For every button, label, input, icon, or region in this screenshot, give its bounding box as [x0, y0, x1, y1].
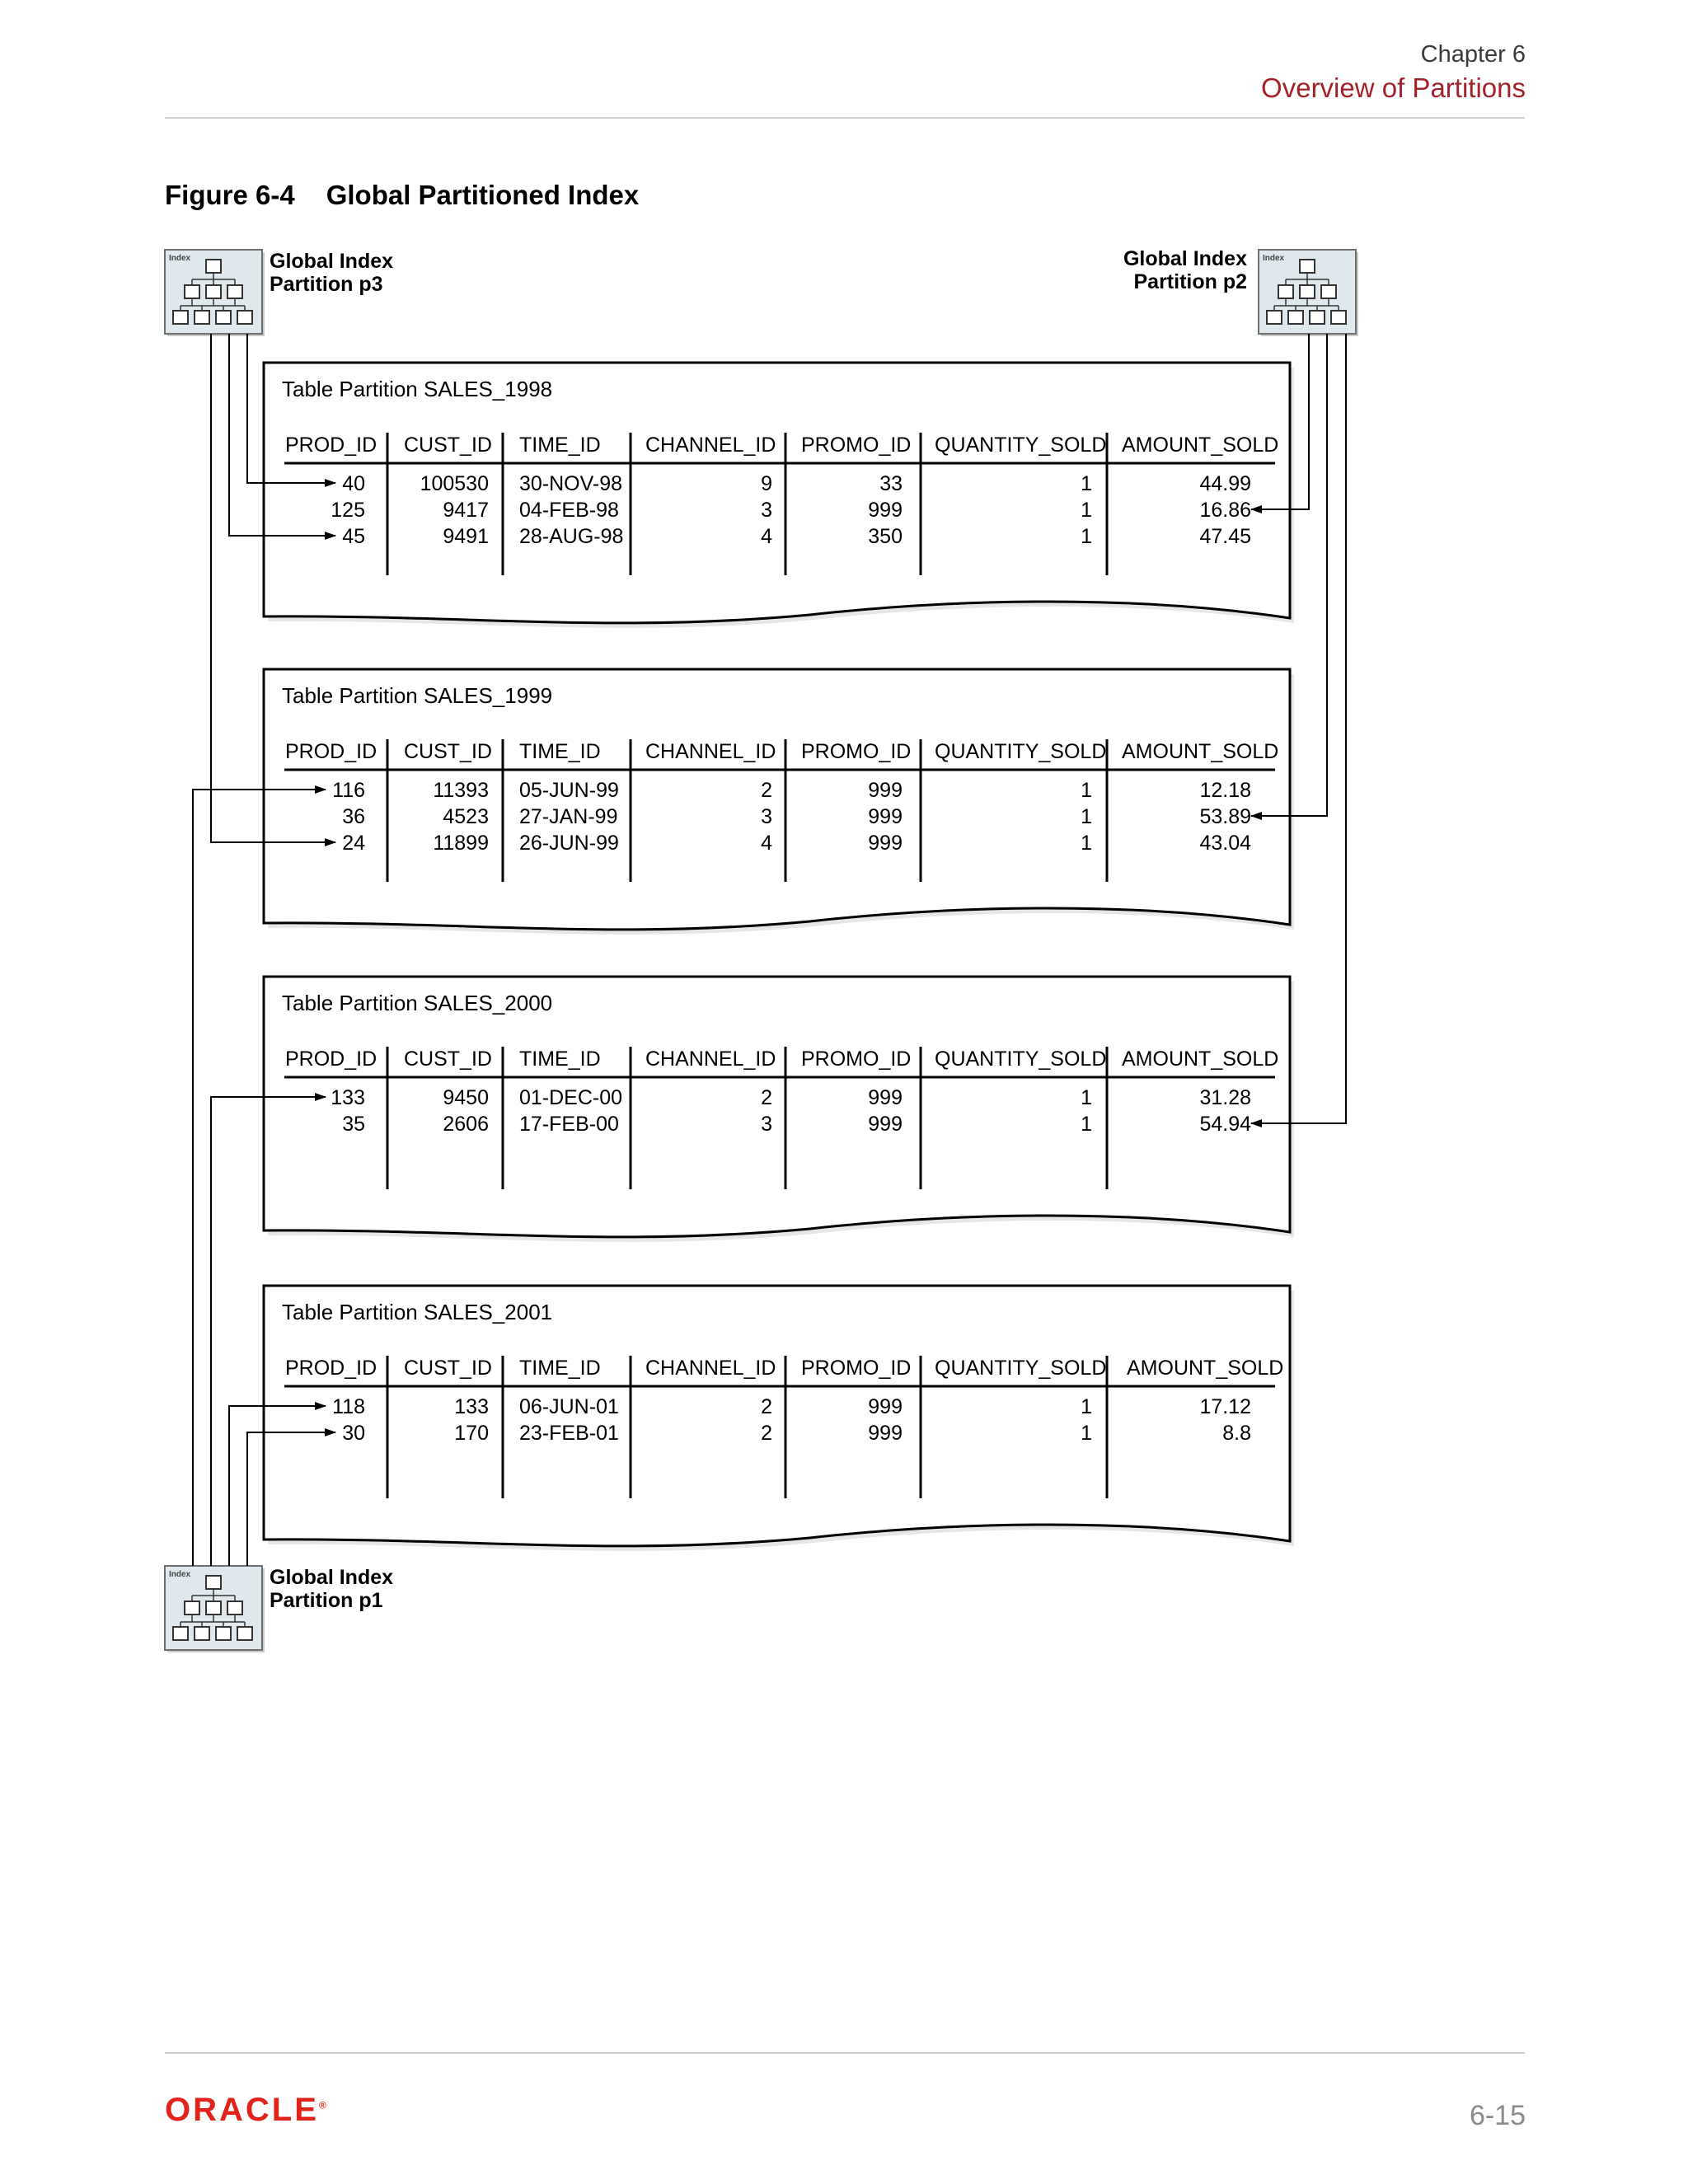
tree-node: [206, 1576, 221, 1589]
column-header: PROD_ID: [285, 434, 377, 457]
table-cell: 36: [342, 805, 365, 828]
table-cell: 44.99: [1199, 472, 1251, 495]
table-cell: 2: [761, 1422, 772, 1445]
figure-title: Global Partitioned Index: [326, 180, 640, 210]
column-header: TIME_ID: [519, 434, 601, 457]
icon-label: Index: [169, 254, 191, 263]
table-cell: 4: [761, 525, 772, 548]
table-partition: [264, 977, 1294, 1242]
table-cell: 30: [342, 1422, 365, 1445]
table-cell: 31.28: [1199, 1086, 1251, 1109]
table-cell: 28-AUG-98: [519, 525, 624, 548]
tree-node: [1288, 311, 1303, 324]
table-cell: 47.45: [1199, 525, 1251, 548]
table-cell: 170: [454, 1422, 489, 1445]
tree-node: [237, 1627, 252, 1640]
table-cell: 350: [868, 525, 903, 548]
tree-node: [1267, 311, 1282, 324]
table-cell: 23-FEB-01: [519, 1422, 619, 1445]
table-cell: 999: [868, 779, 903, 802]
table-partition-title: Table Partition SALES_2000: [282, 991, 553, 1015]
table-cell: 999: [868, 805, 903, 828]
table-cell: 11899: [433, 832, 489, 855]
tree-node: [216, 1627, 231, 1640]
table-partition: [264, 1286, 1294, 1551]
tree-node: [206, 1601, 221, 1615]
table-border: [264, 1286, 1290, 1546]
tree-node: [185, 285, 199, 298]
column-header: AMOUNT_SOLD: [1122, 740, 1279, 763]
table-cell: 9491: [443, 525, 489, 548]
table-cell: 26-JUN-99: [519, 832, 619, 855]
tree-node: [195, 311, 209, 324]
table-cell: 999: [868, 1086, 903, 1109]
icon-label: Index: [1263, 254, 1285, 263]
table-partition-title: Table Partition SALES_1999: [282, 683, 553, 708]
column-header: PROMO_ID: [801, 1357, 912, 1380]
table-cell: 118: [332, 1395, 365, 1418]
table-cell: 1: [1081, 1422, 1092, 1445]
oracle-logo: ORACLE®: [165, 2092, 326, 2128]
column-header: PROD_ID: [285, 740, 377, 763]
tree-node: [216, 311, 231, 324]
table-cell: 999: [868, 1422, 903, 1445]
column-header: TIME_ID: [519, 1047, 601, 1071]
column-header: AMOUNT_SOLD: [1122, 1047, 1279, 1071]
tree-node: [1310, 311, 1325, 324]
table-border: [264, 363, 1290, 623]
column-header: TIME_ID: [519, 740, 601, 763]
tree-node: [227, 1601, 242, 1615]
column-header: CHANNEL_ID: [645, 1357, 776, 1380]
table-partition-title: Table Partition SALES_2001: [282, 1300, 553, 1324]
table-cell: 2: [761, 1086, 772, 1109]
table-cell: 2606: [443, 1113, 489, 1136]
table-cell: 1: [1081, 472, 1092, 495]
table-cell: 1: [1081, 525, 1092, 548]
table-cell: 53.89: [1199, 805, 1251, 828]
table-cell: 16.86: [1199, 499, 1251, 522]
table-cell: 999: [868, 832, 903, 855]
column-header: QUANTITY_SOLD: [935, 1047, 1107, 1071]
column-header: CHANNEL_ID: [645, 740, 776, 763]
table-cell: 133: [454, 1395, 489, 1418]
table-border: [264, 669, 1290, 930]
column-header: PROD_ID: [285, 1357, 377, 1380]
tree-node: [173, 311, 188, 324]
column-header: PROMO_ID: [801, 740, 912, 763]
table-cell: 33: [879, 472, 903, 495]
chapter-label: Chapter 6: [1420, 41, 1526, 68]
tree-node: [206, 285, 221, 298]
column-header: PROD_ID: [285, 1047, 377, 1071]
column-header: CUST_ID: [404, 740, 492, 763]
index-partition-p1: [165, 1566, 393, 1652]
tree-node: [173, 1627, 188, 1640]
table-cell: 3: [761, 499, 772, 522]
table-cell: 12.18: [1199, 779, 1251, 802]
column-header: PROMO_ID: [801, 1047, 912, 1071]
column-header: CUST_ID: [404, 1047, 492, 1071]
table-cell: 1: [1081, 1086, 1092, 1109]
column-header: QUANTITY_SOLD: [935, 740, 1107, 763]
table-cell: 9417: [443, 499, 489, 522]
column-header: CHANNEL_ID: [645, 434, 776, 457]
table-cell: 116: [332, 779, 365, 802]
table-cell: 30-NOV-98: [519, 472, 623, 495]
column-header: CUST_ID: [404, 434, 492, 457]
tree-node: [1300, 285, 1315, 298]
table-cell: 9: [761, 472, 772, 495]
table-cell: 125: [331, 499, 365, 522]
tree-node: [1331, 311, 1346, 324]
index-tree-icon: [1259, 250, 1358, 336]
table-cell: 3: [761, 805, 772, 828]
table-cell: 27-JAN-99: [519, 805, 618, 828]
index-partition-label: Global Index: [270, 250, 394, 273]
logo-text: ORACLE: [165, 2092, 319, 2128]
table-cell: 1: [1081, 832, 1092, 855]
table-partition: [264, 669, 1294, 935]
column-header: AMOUNT_SOLD: [1127, 1357, 1284, 1380]
index-partition-label: Global Index: [270, 1566, 394, 1589]
index-partition-label: Partition p2: [1133, 270, 1247, 293]
table-cell: 05-JUN-99: [519, 779, 619, 802]
table-cell: 999: [868, 1395, 903, 1418]
table-cell: 45: [342, 525, 365, 548]
column-header: QUANTITY_SOLD: [935, 434, 1107, 457]
table-cell: 4523: [443, 805, 489, 828]
table-cell: 24: [342, 832, 365, 855]
table-cell: 3: [761, 1113, 772, 1136]
table-partition: [264, 363, 1294, 628]
column-header: PROMO_ID: [801, 434, 912, 457]
table-cell: 01-DEC-00: [519, 1086, 623, 1109]
table-cell: 9450: [443, 1086, 489, 1109]
column-header: TIME_ID: [519, 1357, 601, 1380]
table-cell: 2: [761, 1395, 772, 1418]
tree-node: [206, 260, 221, 273]
table-cell: 999: [868, 1113, 903, 1136]
section-title: Overview of Partitions: [1261, 73, 1526, 103]
table-partition-title: Table Partition SALES_1998: [282, 377, 553, 401]
table-cell: 1: [1081, 805, 1092, 828]
tree-node: [185, 1601, 199, 1615]
table-cell: 133: [331, 1086, 365, 1109]
table-cell: 1: [1081, 1113, 1092, 1136]
table-cell: 35: [342, 1113, 365, 1136]
table-cell: 17-FEB-00: [519, 1113, 619, 1136]
page-number: 6-15: [1469, 2100, 1526, 2131]
tree-node: [237, 311, 252, 324]
table-cell: 8.8: [1222, 1422, 1251, 1445]
tree-node: [1300, 260, 1315, 273]
icon-label: Index: [169, 1570, 191, 1579]
tree-node: [1321, 285, 1336, 298]
table-cell: 06-JUN-01: [519, 1395, 619, 1418]
table-cell: 54.94: [1199, 1113, 1251, 1136]
column-header: CHANNEL_ID: [645, 1047, 776, 1071]
index-tree-icon: [165, 1566, 265, 1652]
table-cell: 2: [761, 779, 772, 802]
index-partition-p3: [165, 250, 393, 336]
table-cell: 1: [1081, 499, 1092, 522]
column-header: CUST_ID: [404, 1357, 492, 1380]
index-partition-label: Partition p1: [270, 1589, 383, 1612]
index-tree-icon: [165, 250, 265, 336]
tree-node: [227, 285, 242, 298]
table-cell: 1: [1081, 1395, 1092, 1418]
table-cell: 11393: [433, 779, 489, 802]
table-cell: 100530: [420, 472, 489, 495]
footer-divider: [165, 2052, 1525, 2054]
tree-node: [195, 1627, 209, 1640]
table-cell: 04-FEB-98: [519, 499, 619, 522]
index-partition-label: Partition p3: [270, 273, 383, 296]
table-cell: 4: [761, 832, 772, 855]
figure-number: Figure 6-4: [165, 180, 295, 210]
column-header: AMOUNT_SOLD: [1122, 434, 1279, 457]
table-cell: 43.04: [1199, 832, 1251, 855]
tree-node: [1278, 285, 1293, 298]
column-header: QUANTITY_SOLD: [935, 1357, 1107, 1380]
index-partition-p2: [1123, 247, 1358, 336]
table-border: [264, 977, 1290, 1237]
table-cell: 17.12: [1199, 1395, 1251, 1418]
table-cell: 40: [342, 472, 365, 495]
table-cell: 999: [868, 499, 903, 522]
table-cell: 1: [1081, 779, 1092, 802]
index-partition-label: Global Index: [1123, 247, 1247, 270]
